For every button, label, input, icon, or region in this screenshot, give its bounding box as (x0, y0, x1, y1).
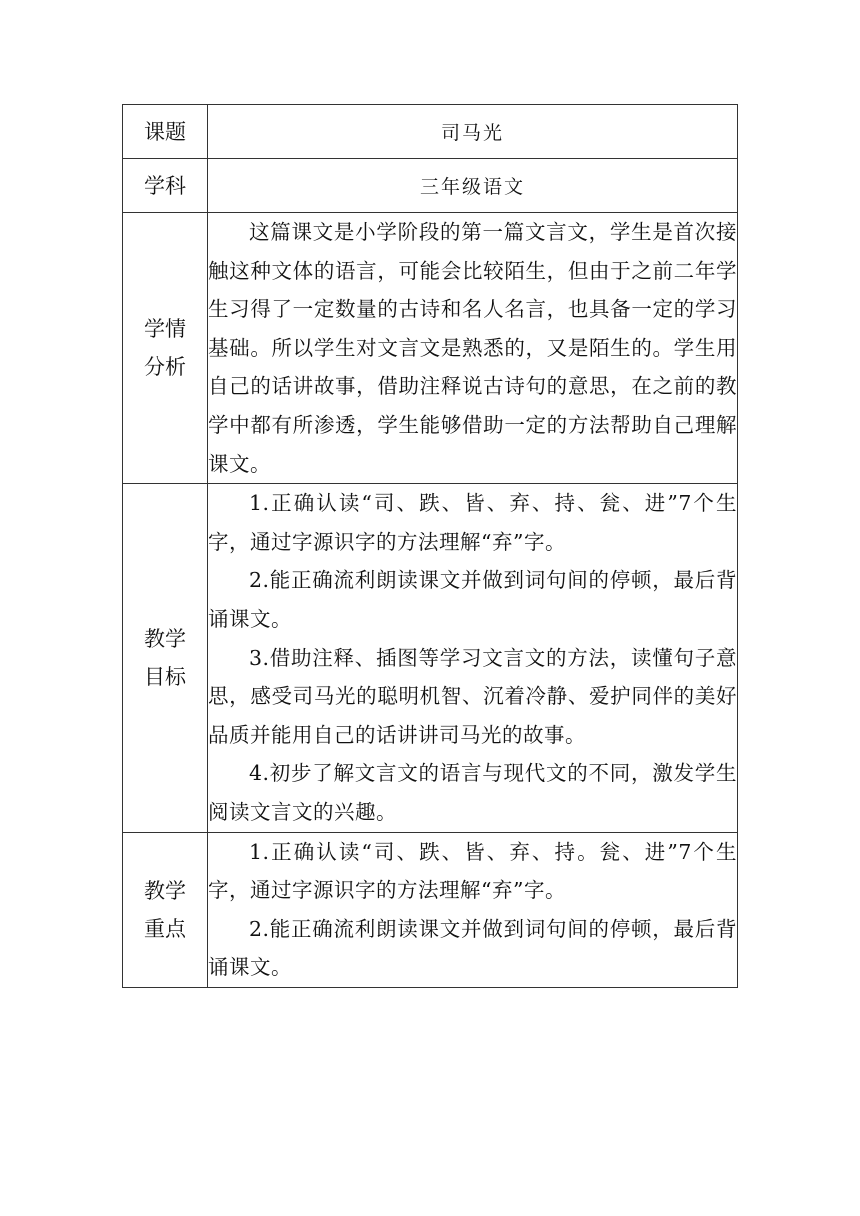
objective-item-3: 3.借助注释、插图等学习文言文的方法，读懂句子意思，感受司马光的聪明机智、沉着冷静、爱护同伴的美好品质并能用自己的话讲讲司马光的故事。 (208, 645, 737, 747)
row-objectives (123, 484, 738, 832)
lesson-plan-table (122, 104, 738, 988)
row-analysis (123, 213, 738, 484)
key-points-label-line1: 教学 (144, 878, 186, 903)
analysis-label-line1: 学情 (144, 317, 186, 342)
objectives-label-line1: 教学 (144, 626, 186, 651)
row-subject (123, 159, 738, 213)
subject-value: 三年级语文 (419, 176, 525, 198)
key-points-content-cell (208, 832, 738, 987)
topic-label: 课题 (144, 119, 186, 144)
row-topic (123, 105, 738, 159)
topic-value-cell (208, 105, 738, 159)
objective-item-1: 1.正确认读“司、跌、皆、弃、持、瓮、进”7个生字，通过字源识字的方法理解“弃”字。 (208, 491, 737, 554)
subject-label: 学科 (144, 173, 186, 198)
subject-value-cell (208, 159, 738, 213)
objectives-label-cell (123, 484, 208, 832)
topic-value: 司马光 (440, 122, 504, 144)
key-points-label-line2: 重点 (144, 916, 186, 941)
analysis-label-cell (123, 213, 208, 484)
objectives-content-cell (208, 484, 738, 832)
row-key-points (123, 832, 738, 987)
subject-label-cell (123, 159, 208, 213)
topic-label-cell (123, 105, 208, 159)
analysis-label-line2: 分析 (144, 355, 186, 380)
objectives-label-line2: 目标 (144, 664, 186, 689)
key-point-item-1: 1.正确认读“司、跌、皆、弃、持。瓮、进”7个生字，通过字源识字的方法理解“弃”字。 (208, 839, 737, 903)
analysis-content-cell (208, 213, 738, 484)
analysis-paragraph: 这篇课文是小学阶段的第一篇文言文，学生是首次接触这种文体的语言，可能会比较陌生，但由于之前二年学生习得了一定数量的古诗和名人名言，也具备一定的学习基础。所以学生对文言文是熟悉的，又是陌生的。学生用自己的话讲故事，借助注释说古诗句的意思，在之前的教学中都有所渗透，学生能够借助一定的方法帮助自己理解课文。 (208, 220, 737, 476)
objective-item-2: 2.能正确流利朗读课文并做到词句间的停顿，最后背诵课文。 (208, 568, 737, 631)
objective-item-4: 4.初步了解文言文的语言与现代文的不同，激发学生阅读文言文的兴趣。 (208, 761, 737, 824)
key-points-label-cell (123, 832, 208, 987)
key-point-item-2: 2.能正确流利朗读课文并做到词句间的停顿，最后背诵课文。 (208, 916, 737, 980)
